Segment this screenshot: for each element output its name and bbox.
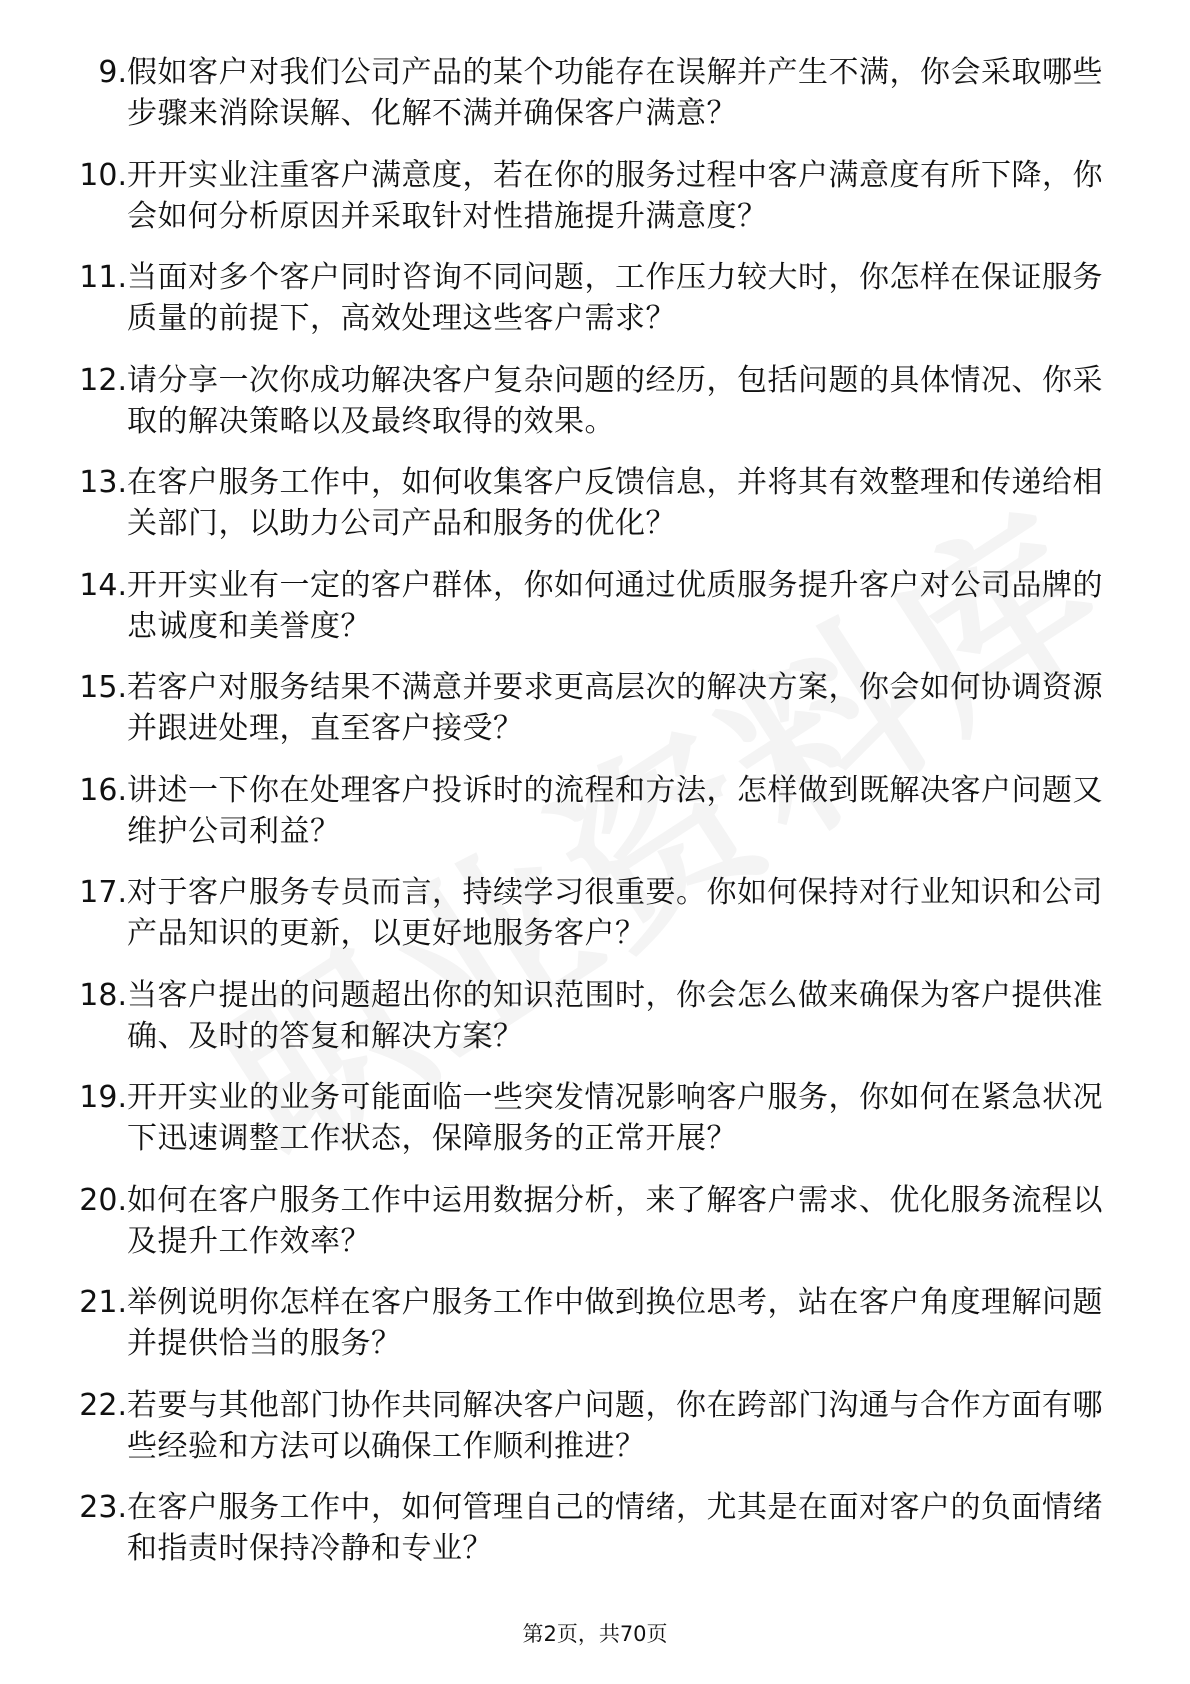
question-list — [0, 52, 1190, 1590]
question-item — [0, 667, 1190, 770]
question-item — [0, 52, 1190, 155]
question-text: 当面对多个客户同时咨询不同问题，工作压力较大时，你怎样在保证服务质量的前提下，高效处理这些客户需求？ — [127, 260, 1103, 336]
question-item — [0, 565, 1190, 668]
question-number: 18. — [79, 977, 127, 1013]
question-number: 12. — [79, 362, 127, 398]
question-item — [0, 770, 1190, 873]
question-text: 请分享一次你成功解决客户复杂问题的经历，包括问题的具体情况、你采取的解决策略以及最终取得的效果。 — [127, 362, 1103, 439]
question-number: 11. — [79, 260, 127, 295]
question-number: 14. — [79, 567, 127, 603]
question-number: 21. — [79, 1285, 127, 1320]
question-number: 16. — [79, 772, 127, 808]
question-item — [0, 872, 1190, 975]
question-item — [0, 1180, 1190, 1283]
question-number: 13. — [79, 465, 127, 500]
question-number: 20. — [79, 1182, 127, 1218]
page-footer: 第2页，共70页 — [522, 1622, 668, 1646]
question-text: 若要与其他部门协作共同解决客户问题，你在跨部门沟通与合作方面有哪些经验和方法可以确保工作顺利推进？ — [127, 1387, 1103, 1464]
question-text: 在客户服务工作中，如何收集客户反馈信息，并将其有效整理和传递给相关部门，以助力公司产品和服务的优化？ — [127, 465, 1103, 541]
question-item — [0, 1077, 1190, 1180]
question-text: 如何在客户服务工作中运用数据分析，来了解客户需求、优化服务流程以及提升工作效率？ — [127, 1182, 1103, 1259]
question-item — [0, 155, 1190, 258]
question-item — [0, 257, 1190, 360]
question-text: 对于客户服务专员而言，持续学习很重要。你如何保持对行业知识和公司产品知识的更新，以更好地服务客户？ — [127, 875, 1103, 951]
question-text: 开开实业有一定的客户群体，你如何通过优质服务提升客户对公司品牌的忠诚度和美誉度？ — [127, 567, 1103, 644]
question-item — [0, 1385, 1190, 1488]
question-number: 9. — [98, 55, 127, 90]
question-item — [0, 975, 1190, 1078]
question-number: 17. — [79, 875, 127, 910]
question-text: 讲述一下你在处理客户投诉时的流程和方法，怎样做到既解决客户问题又维护公司利益？ — [127, 772, 1103, 849]
question-number: 23. — [79, 1490, 127, 1525]
question-number: 19. — [79, 1080, 127, 1115]
question-item — [0, 360, 1190, 463]
question-item — [0, 1282, 1190, 1385]
question-item — [0, 1487, 1190, 1590]
question-text: 开开实业的业务可能面临一些突发情况影响客户服务，你如何在紧急状况下迅速调整工作状态，保障服务的正常开展？ — [127, 1080, 1103, 1156]
question-text: 当客户提出的问题超出你的知识范围时，你会怎么做来确保为客户提供准确、及时的答复和解决方案？ — [127, 977, 1103, 1054]
question-text: 开开实业注重客户满意度，若在你的服务过程中客户满意度有所下降，你会如何分析原因并采取针对性措施提升满意度？ — [127, 157, 1103, 234]
question-text: 假如客户对我们公司产品的某个功能存在误解并产生不满，你会采取哪些步骤来消除误解、化解不满并确保客户满意？ — [127, 55, 1103, 131]
question-text: 若客户对服务结果不满意并要求更高层次的解决方案，你会如何协调资源并跟进处理，直至客户接受？ — [127, 670, 1103, 746]
question-item — [0, 462, 1190, 565]
question-text: 举例说明你怎样在客户服务工作中做到换位思考，站在客户角度理解问题并提供恰当的服务？ — [127, 1285, 1103, 1361]
question-number: 22. — [79, 1387, 127, 1423]
question-text: 在客户服务工作中，如何管理自己的情绪，尤其是在面对客户的负面情绪和指责时保持冷静和专业？ — [127, 1490, 1103, 1566]
question-number: 15. — [79, 670, 127, 705]
question-number: 10. — [79, 157, 127, 193]
